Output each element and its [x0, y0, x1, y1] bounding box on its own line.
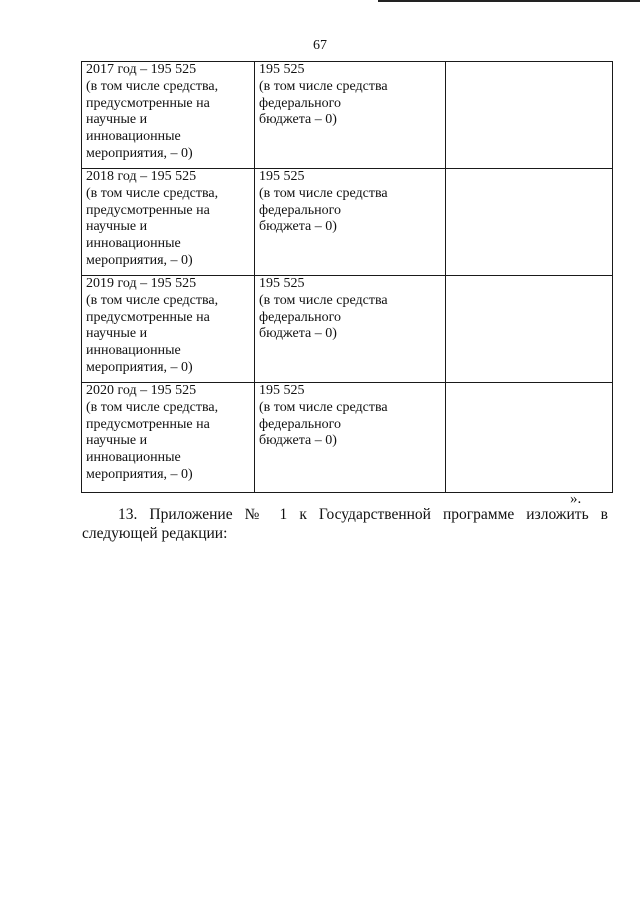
table-row	[82, 276, 613, 383]
table-cell-year-funding: 2019 год – 195 525 (в том числе средства, предусмотренные на научные и инновационные мероприятия, – 0)	[82, 276, 255, 383]
table-cell-empty	[446, 62, 613, 169]
table-cell-federal-funding: 195 525 (в том числе средства федерального бюджета – 0)	[255, 383, 446, 493]
amendment-paragraph: 13. Приложение № 1 к Государственной программе изложить в следующей редакции:	[82, 506, 608, 542]
table-cell-federal-funding: 195 525 (в том числе средства федерального бюджета – 0)	[255, 169, 446, 276]
header-rule	[378, 0, 640, 2]
table-cell-year-funding: 2017 год – 195 525 (в том числе средства, предусмотренные на научные и инновационные мероприятия, – 0)	[82, 62, 255, 169]
table-cell-empty	[446, 169, 613, 276]
page-number: 67	[313, 38, 327, 53]
table-cell-empty	[446, 276, 613, 383]
funding-table	[81, 61, 613, 493]
closing-quote: ».	[570, 491, 582, 507]
table-row	[82, 169, 613, 276]
table-row	[82, 383, 613, 493]
table-cell-year-funding: 2020 год – 195 525 (в том числе средства, предусмотренные на научные и инновационные мероприятия, – 0)	[82, 383, 255, 493]
table-cell-year-funding: 2018 год – 195 525 (в том числе средства, предусмотренные на научные и инновационные мероприятия, – 0)	[82, 169, 255, 276]
table-cell-federal-funding: 195 525 (в том числе средства федерального бюджета – 0)	[255, 62, 446, 169]
table-cell-federal-funding: 195 525 (в том числе средства федерального бюджета – 0)	[255, 276, 446, 383]
table-cell-empty	[446, 383, 613, 493]
table-row	[82, 62, 613, 169]
